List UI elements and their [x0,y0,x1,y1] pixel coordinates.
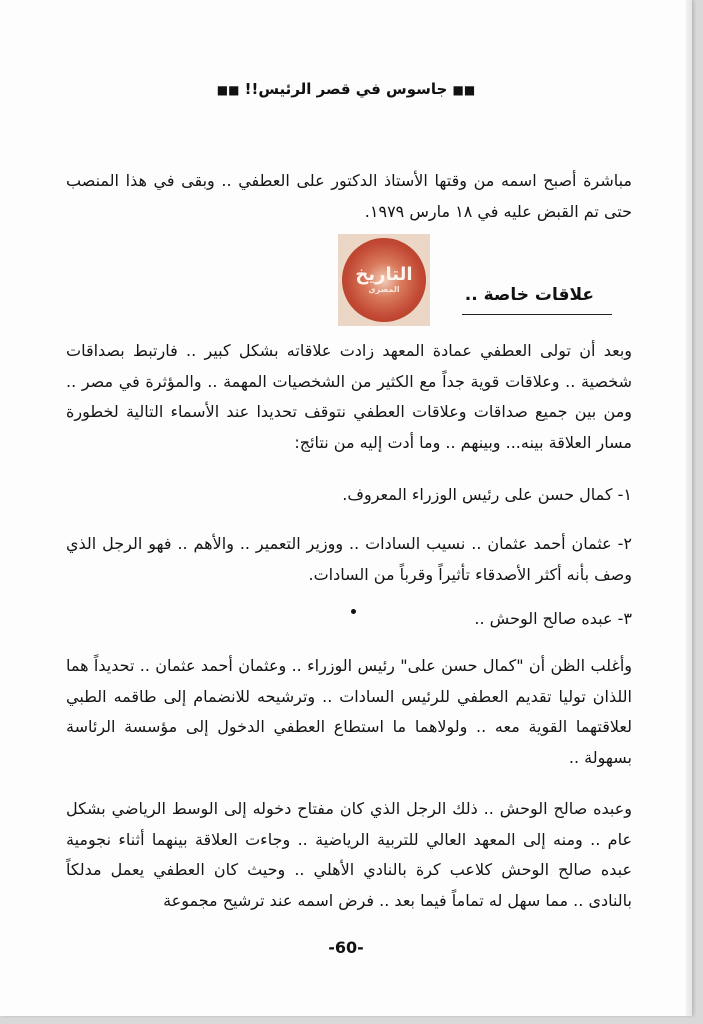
page-number: -60- [328,938,364,957]
paragraph-wahsh: وعبده صالح الوحش .. ذلك الرجل الذي كان مفتاح دخوله إلى الوسط الرياضي بشكل عام .. ومنه إلى المعهد العالي للتربية الرياضية .. وجاءت العلاقة بينهما أثناء نجومية عبده صالح الوحش كلاعب كرة بالنادي الأهلي .. وحيث كان العطفي يعمل مدلكاً بالنادى .. مما سهل له تماماً فيما بعد .. فرض اسمه عند ترشيح مجموعة [66,799,632,910]
header-dots-right: ■■ [452,83,476,97]
paragraph-opinion: وأغلب الظن أن "كمال حسن على" رئيس الوزراء .. وعثمان أحمد عثمان .. تحديداً هما اللذان توليا تقديم العطفي للرئيس السادات .. وترشيحه للانضمام إلى طاقمه الطبي لعلاقتهما القوية معه .. ولولاهما ما استطاع العطفي الدخول إلى مؤسسة الرئاسة بسهولة .. [66,656,632,767]
heading-underline [462,314,612,315]
list-item-3: ٣- عبده صالح الوحش .. [474,609,632,628]
paragraph-relations: وبعد أن تولى العطفي عمادة المعهد زادت علاقاته بشكل كبير .. فارتبط بصداقات شخصية .. وعلاقات قوية جداً مع الكثير من الشخصيات المهمة .. والمؤثرة في مصر .. ومن بين جميع صداقات وعلاقات العطفي نتوقف تحديدا عند الأسماء التالية لخطورة مسار العلاقة بينه... وبينهم .. وما أدت إليه من نتائج: [66,341,632,452]
paragraph-intro: مباشرة أصبح اسمه من وقتها الأستاذ الدكتور على العطفي .. وبقى في هذا المنصب حتى تم القبض عليه في ١٨ مارس ١٩٧٩. [66,171,632,221]
list-item-2: ٢- عثمان أحمد عثمان .. نسيب السادات .. ووزير التعمير .. والأهم .. فهو الرجل الذي وصف بأنه أكثر الأصدقاء تأثيراً وقرباً من السادات. [66,534,632,584]
stamp-seal [342,238,426,322]
section-heading: علاقات خاصة .. [464,285,594,305]
list-item-1: ١- كمال حسن على رئيس الوزراء المعروف. [342,485,632,504]
header-dots-left: ■■ [216,83,240,97]
running-header [0,80,692,98]
stamp-subtext: المصري [368,285,400,294]
stamp-text: التاريخ [355,264,413,285]
header-title: جاسوس في قصر الرئيس!! [244,80,448,98]
archive-stamp-logo [338,234,430,326]
